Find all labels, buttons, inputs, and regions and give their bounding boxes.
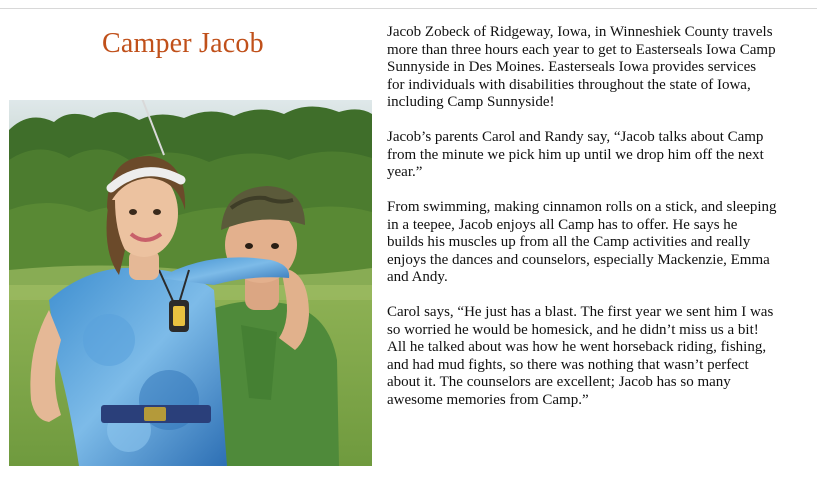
photo-caption: Camper Jacob bbox=[102, 28, 264, 59]
article-paragraph: Carol says, “He just has a blast. The first year we sent him I was so worried he would be homesick, and he didn’t miss us a bit! All he talked about was how he went horseback riding, fishing, and had mud fights, so there was nothing that wasn’t perfect about it. The counselors are excellent; Jacob has so many awesome memories from Camp.” bbox=[387, 304, 774, 408]
top-divider bbox=[0, 8, 817, 9]
article-paragraph: Jacob’s parents Carol and Randy say, “Jacob talks about Camp from the minute we pick him up until we drop him off the next year.” bbox=[387, 129, 764, 180]
camp-photo-icon bbox=[9, 100, 372, 466]
article-paragraph: Jacob Zobeck of Ridgeway, Iowa, in Winneshiek County travels more than three hours each year to get to Easterseals Iowa Camp Sunnyside in Des Moines. Easterseals Iowa provides services for individuals with disabilities throughout the state of Iowa, including Camp Sunnyside! bbox=[387, 24, 776, 110]
article-paragraph: From swimming, making cinnamon rolls on a stick, and sleeping in a teepee, Jacob enjoys all Camp has to offer. He says he builds his muscles up from all the Camp activities and really enjoys the dances and counselors, especially Mackenzie, Emma and Andy. bbox=[387, 199, 777, 285]
article-body bbox=[387, 24, 777, 409]
photo-column bbox=[0, 10, 380, 482]
camp-photo bbox=[9, 100, 372, 466]
